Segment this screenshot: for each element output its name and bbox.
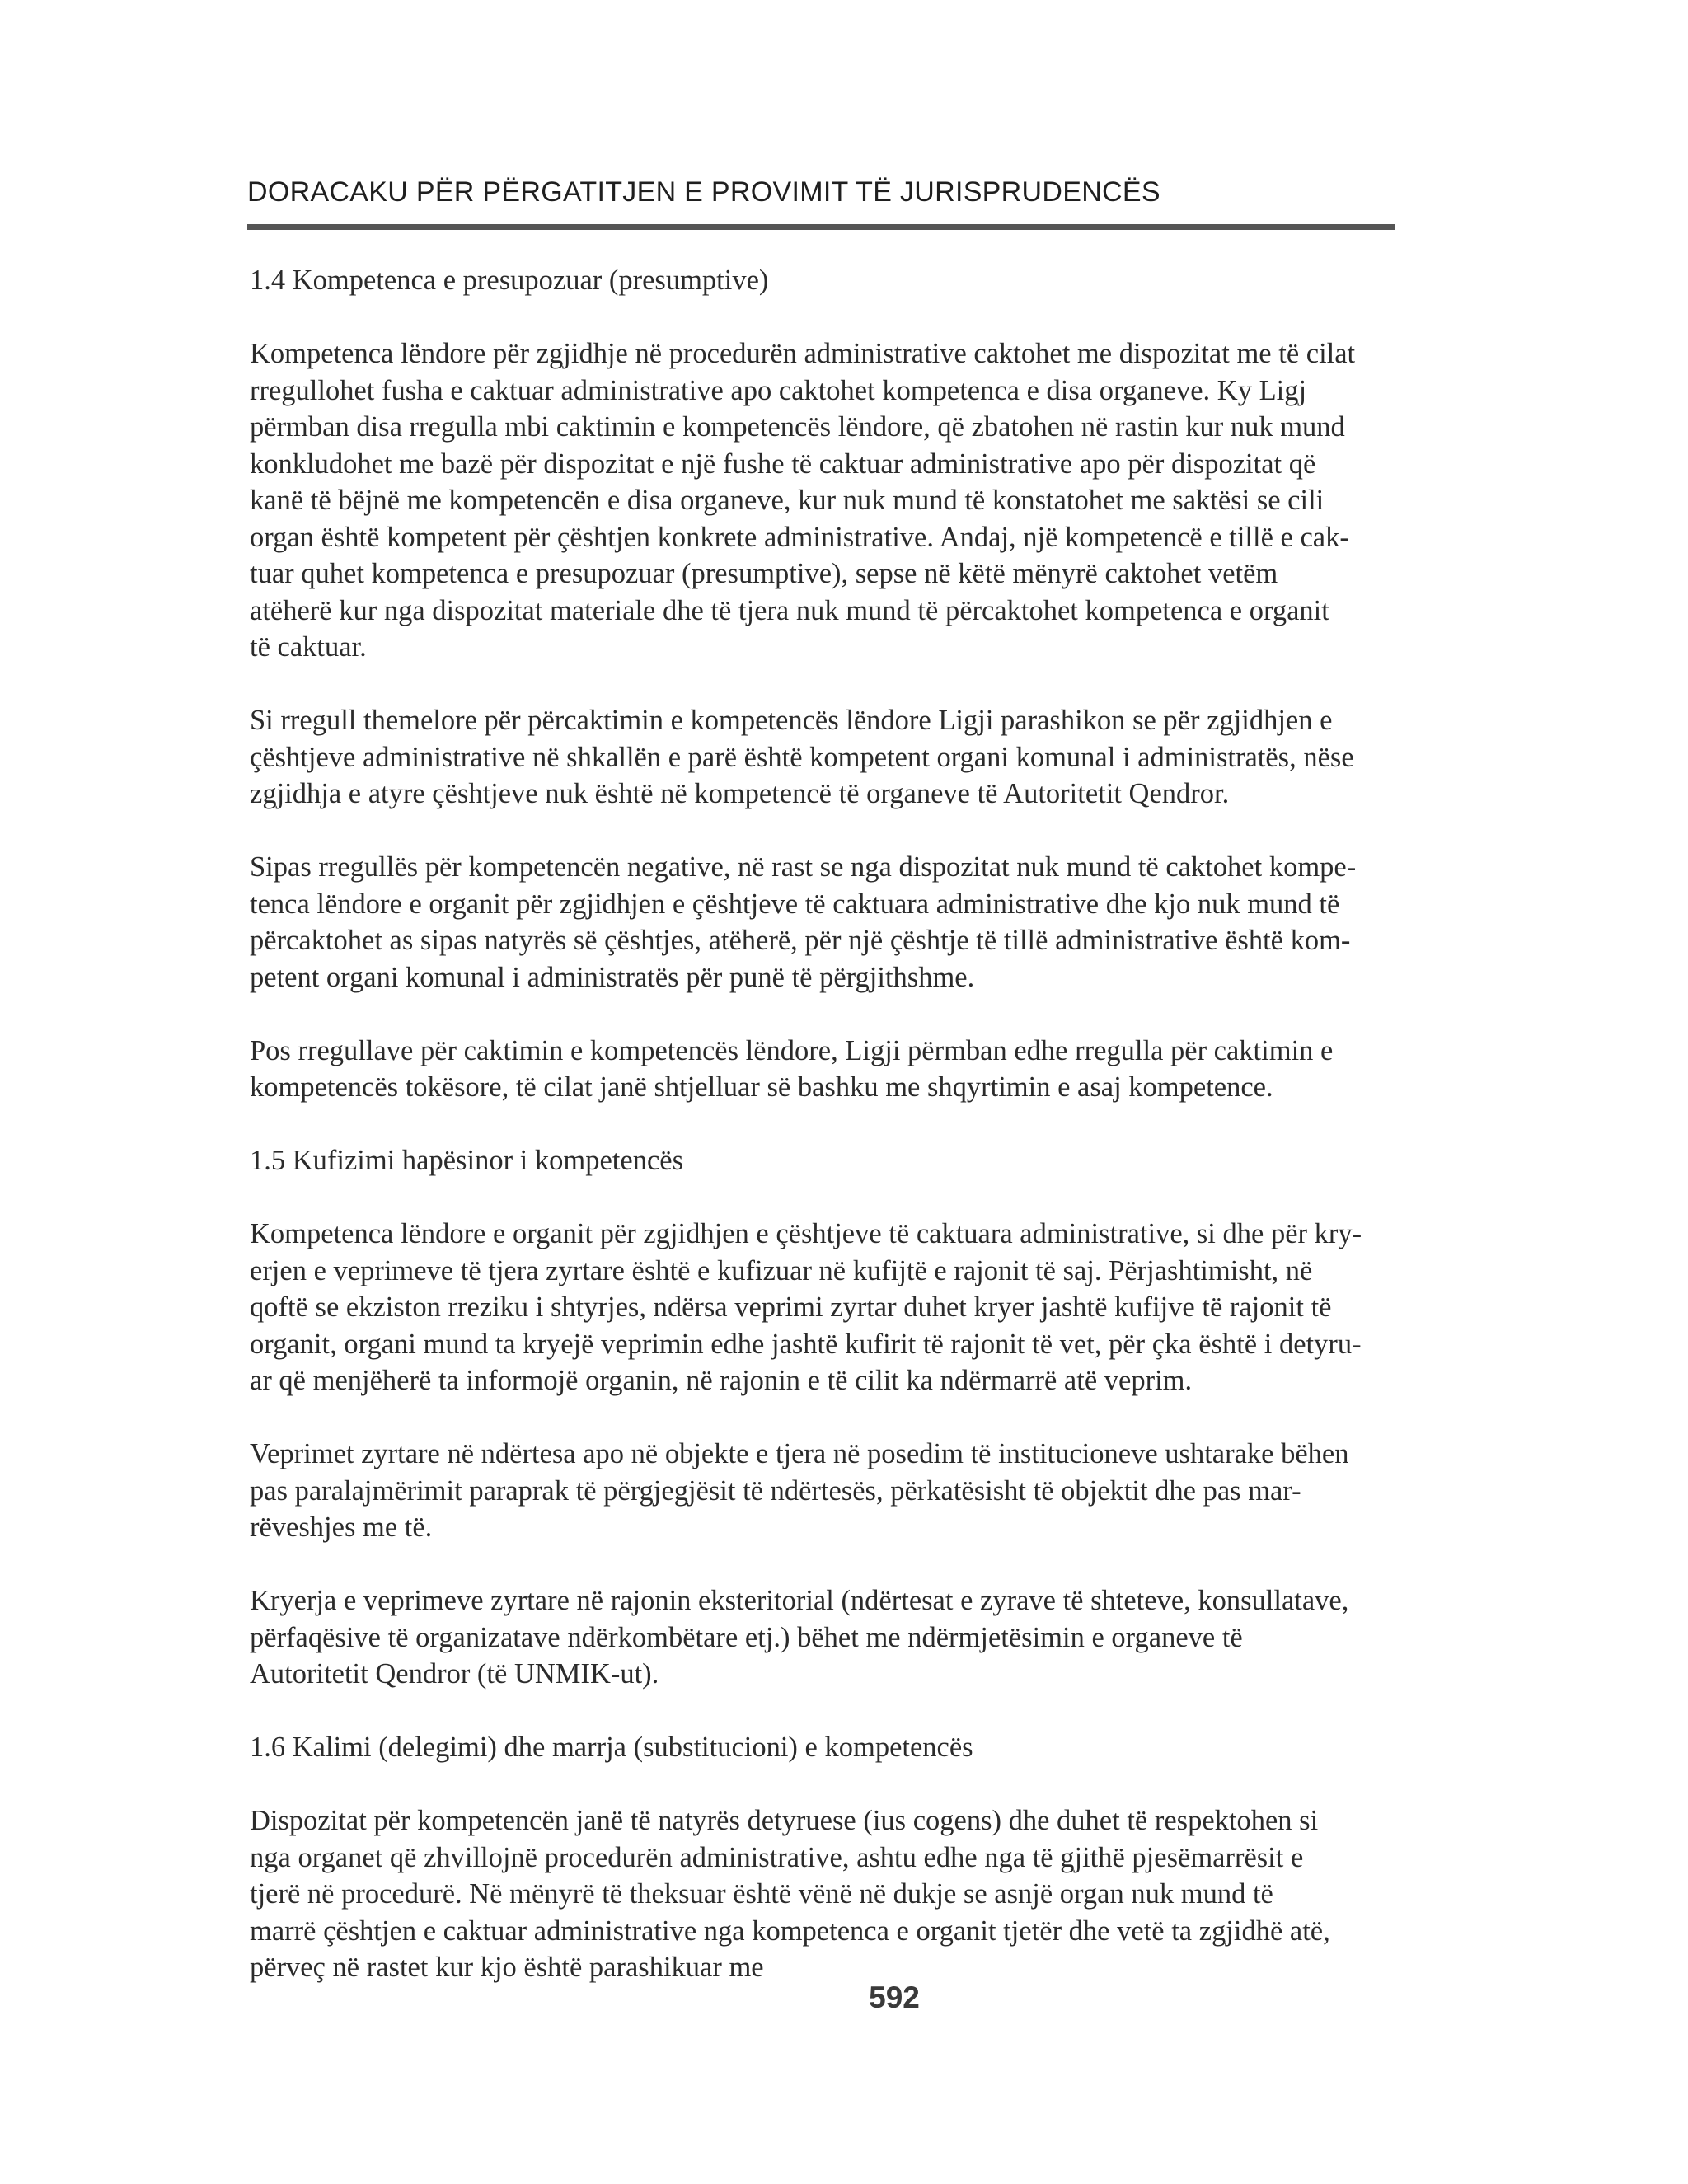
text-line: Kompetenca lëndore e organit për zgjidhjen e çështjeve të caktuara administrative, si dhe për kry-: [250, 1218, 1362, 1249]
text-line: Autoritetit Qendror (të UNMIK-ut).: [250, 1658, 659, 1690]
text-line: rregullohet fusha e caktuar administrative apo caktohet kompetenca e disa organeve. Ky Ligj: [250, 374, 1307, 406]
text-line: përcaktohet as sipas natyrës së çështjes, atëherë, për një çështje të tillë administrative është kom-: [250, 925, 1351, 956]
section-heading-1-6: 1.6 Kalimi (delegimi) dhe marrja (substitucioni) e kompetencës: [250, 1732, 973, 1763]
paragraph: [250, 702, 1408, 813]
text-line: përveç në rastet kur kjo është parashikuar me: [250, 1952, 764, 1983]
text-line: ar që menjëherë ta informojë organin, në rajonin e të cilit ka ndërmarrë atë veprim.: [250, 1365, 1193, 1396]
paragraph: [250, 1033, 1408, 1106]
text-line: përmban disa rregulla mbi caktimin e kompetencës lëndore, që zbatohen në rastin kur nuk mund: [250, 411, 1345, 443]
text-line: tjerë në procedurë. Në mënyrë të theksuar është vënë në dukje se asnjë organ nuk mund të: [250, 1878, 1273, 1910]
text-line: Veprimet zyrtare në ndërtesa apo në objekte e tjera në posedim të institucioneve ushtarake bëhen: [250, 1438, 1349, 1469]
paragraph: [250, 1582, 1408, 1693]
text-line: Dispozitat për kompetencën janë të natyrës detyruese (ius cogens) dhe duhet të respektohen si: [250, 1805, 1319, 1836]
text-line: marrë çështjen e caktuar administrative nga kompetenca e organit tjetër dhe vetë ta zgjidhë atë,: [250, 1915, 1330, 1947]
text-line: qoftë se ekziston rreziku i shtyrjes, ndërsa veprimi zyrtar duhet kryer jashtë kufijve të rajonit të: [250, 1291, 1332, 1323]
text-line: të caktuar.: [250, 631, 367, 663]
text-line: rëveshjes me të.: [250, 1511, 433, 1543]
text-line: tenca lëndore e organit për zgjidhjen e çështjeve të caktuara administrative dhe kjo nuk mund të: [250, 888, 1340, 920]
text-line: zgjidhja e atyre çështjeve nuk është në kompetencë të organeve të Autoritetit Qendror.: [250, 778, 1230, 809]
text-line: kanë të bëjnë me kompetencën e disa organeve, kur nuk mund të konstatohet me saktësi se cili: [250, 485, 1325, 516]
section-heading-1-4: 1.4 Kompetenca e presupozuar (presumptive): [250, 265, 769, 296]
text-line: nga organet që zhvillojnë procedurën administrative, ashtu edhe nga të gjithë pjesëmarrësit e: [250, 1841, 1304, 1873]
text-line: Kryerja e veprimeve zyrtare në rajonin eksteritorial (ndërtesat e zyrave të shteteve, konsullatave,: [250, 1585, 1349, 1616]
paragraph: [250, 1216, 1408, 1399]
header-rule: [247, 224, 1395, 230]
paragraph: [250, 335, 1408, 666]
page-number: 592: [869, 1980, 920, 2014]
text-line: organ është kompetent për çështjen konkrete administrative. Andaj, një kompetencë e tillë e cak-: [250, 521, 1349, 553]
text-line: përfaqësive të organizatave ndërkombëtare etj.) bëhet me ndërmjetësimin e organeve të: [250, 1621, 1243, 1653]
text-line: tuar quhet kompetenca e presupozuar (presumptive), sepse në këtë mënyrë caktohet vetëm: [250, 558, 1278, 589]
running-header: DORACAKU PËR PËRGATITJEN E PROVIMIT TË JURISPRUDENCËS: [247, 176, 1160, 208]
section-heading-1-5: 1.5 Kufizimi hapësinor i kompetencës: [250, 1145, 683, 1176]
text-line: Sipas rregullës për kompetencën negative, në rast se nga dispozitat nuk mund të caktohet kompe-: [250, 851, 1357, 883]
paragraph: [250, 1802, 1408, 1986]
text-line: çështjeve administrative në shkallën e parë është kompetent organi komunal i administratës, nëse: [250, 741, 1354, 773]
text-line: organit, organi mund ta kryejë veprimin edhe jashtë kufirit të rajonit të vet, për çka është i detyru-: [250, 1328, 1362, 1360]
text-line: Pos rregullave për caktimin e kompetencës lëndore, Ligji përmban edhe rregulla për caktimin e: [250, 1034, 1334, 1066]
text-line: Si rregull themelore për përcaktimin e kompetencës lëndore Ligji parashikon se për zgjidhjen e: [250, 705, 1333, 736]
text-line: erjen e veprimeve të tjera zyrtare është e kufizuar në kufijtë e rajonit të saj. Përjashtimisht, në: [250, 1254, 1313, 1286]
text-line: atëherë kur nga dispozitat materiale dhe të tjera nuk mund të përcaktohet kompetenca e organit: [250, 594, 1329, 626]
paragraph: [250, 1436, 1408, 1546]
page-content: [250, 262, 1408, 1986]
text-line: kompetencës tokësore, të cilat janë shtjelluar së bashku me shqyrtimin e asaj kompetence.: [250, 1071, 1273, 1103]
text-line: Kompetenca lëndore për zgjidhje në procedurën administrative caktohet me dispozitat me të cilat: [250, 338, 1356, 369]
text-line: petent organi komunal i administratës për punë të përgjithshme.: [250, 961, 975, 993]
text-line: pas paralajmërimit paraprak të përgjegjësit të ndërtesës, përkatësisht të objektit dhe pas mar-: [250, 1474, 1301, 1507]
text-line: konkludohet me bazë për dispozitat e një fushe të caktuar administrative apo për dispozitat që: [250, 448, 1316, 480]
paragraph: [250, 849, 1408, 996]
